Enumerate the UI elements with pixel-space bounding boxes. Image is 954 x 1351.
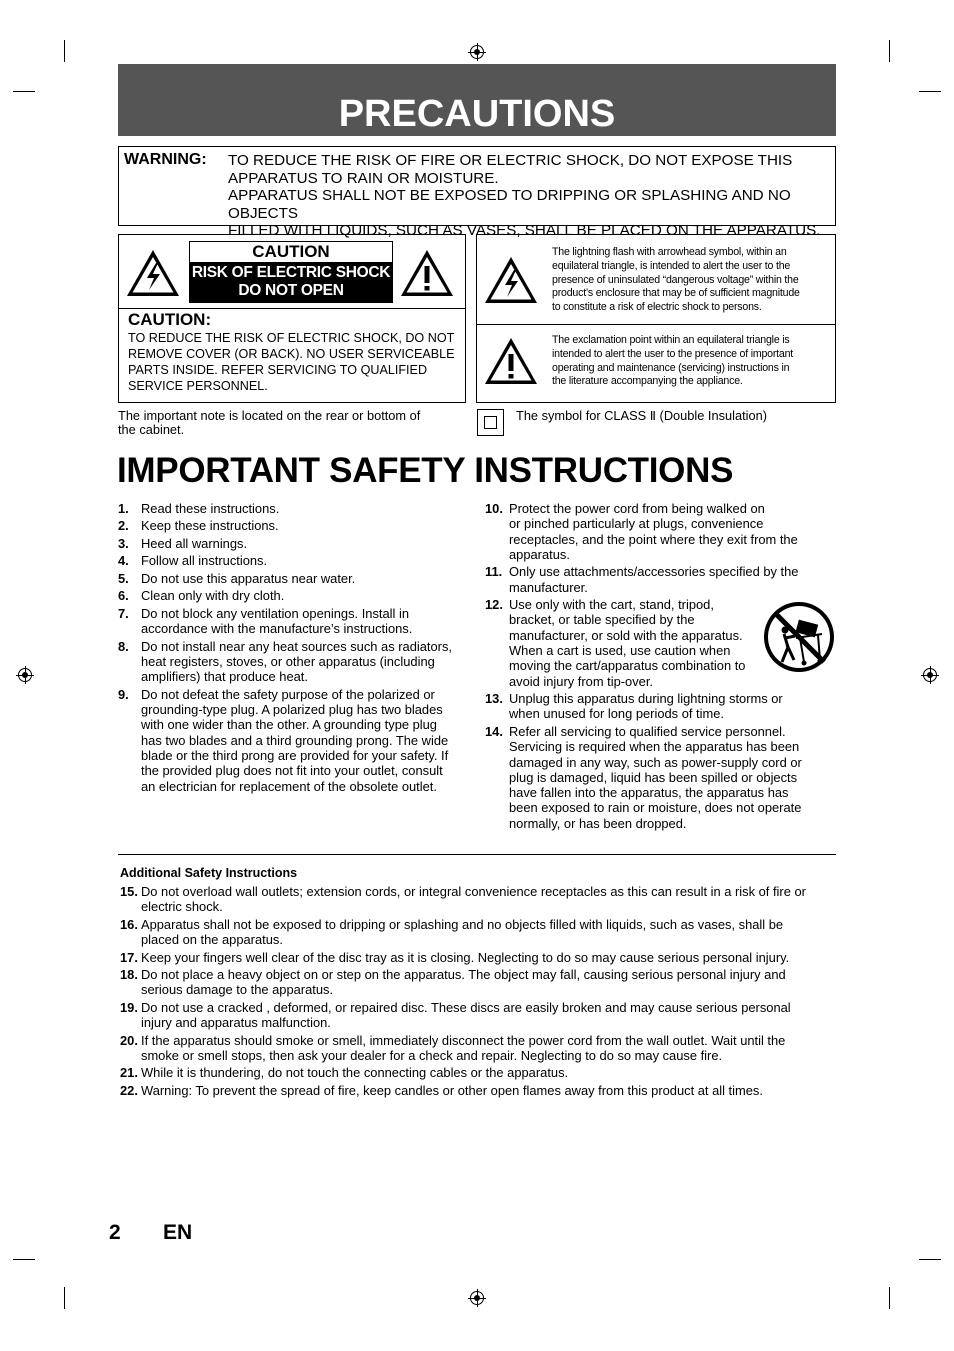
language-label: EN bbox=[163, 1221, 193, 1244]
caution-line: TO REDUCE THE RISK OF ELECTRIC SHOCK, DO NOT bbox=[128, 331, 455, 345]
list-item-number: 11. bbox=[485, 564, 503, 580]
list-item-line: amplifiers) that produce heat. bbox=[141, 669, 308, 685]
list-item-number: 12. bbox=[485, 597, 503, 613]
list-item-number: 13. bbox=[485, 691, 503, 707]
list-item-line: Read these instructions. bbox=[141, 501, 280, 516]
list-item bbox=[118, 571, 470, 586]
list-item-line: Servicing is required when the apparatus has been bbox=[509, 739, 800, 755]
registration-mark-icon bbox=[18, 668, 32, 682]
symbol-text-line: presence of uninsulated “dangerous voltage” within the bbox=[552, 273, 799, 286]
crop-mark bbox=[889, 1287, 890, 1309]
list-item bbox=[118, 588, 470, 603]
warning-line: FILLED WITH LIQUIDS, SUCH AS VASES, SHALL BE PLACED ON THE APPARATUS. bbox=[228, 222, 821, 239]
list-item bbox=[118, 606, 470, 637]
list-item-number: 7. bbox=[118, 605, 129, 621]
warning-box bbox=[118, 146, 836, 239]
caution-text bbox=[128, 330, 458, 394]
additional-list bbox=[120, 884, 836, 1100]
rear-note bbox=[118, 409, 463, 437]
list-item-line: Apparatus shall not be exposed to dripping or splashing and no objects filled with liquids, such as vases, shall be bbox=[141, 916, 784, 932]
list-item-line: Keep these instructions. bbox=[141, 518, 279, 534]
list-item-line: Clean only with dry cloth. bbox=[141, 588, 285, 604]
symbol-text-line: The lightning flash with arrowhead symbol, within an bbox=[552, 246, 787, 258]
additional-heading: Additional Safety Instructions bbox=[120, 866, 298, 880]
list-item-line: apparatus. bbox=[509, 546, 570, 562]
list-item-line: moving the cart/apparatus combination to bbox=[509, 658, 746, 674]
list-item-line: plug is damaged, liquid has been spilled or objects bbox=[509, 769, 798, 785]
caution-label-line: RISK OF ELECTRIC SHOCK bbox=[191, 264, 391, 281]
list-item-number: 10. bbox=[485, 501, 503, 516]
symbol-explanation-box bbox=[476, 234, 836, 403]
list-item bbox=[120, 1065, 836, 1080]
list-item-line: Protect the power cord from being walked on bbox=[509, 501, 765, 516]
list-item-number: 15. bbox=[120, 884, 138, 899]
list-item-line: Do not defeat the safety purpose of the polarized or bbox=[141, 686, 435, 702]
section-divider bbox=[118, 854, 836, 855]
page-number: 2 bbox=[109, 1221, 121, 1244]
list-item-line: Do not use a cracked , deformed, or repaired disc. These discs are easily broken and may cause serious personal bbox=[141, 999, 791, 1015]
list-item-line: been exposed to rain or moisture, does not operate bbox=[509, 800, 802, 816]
list-item bbox=[120, 967, 836, 998]
safety-list-left bbox=[118, 501, 470, 796]
list-item-line: placed on the apparatus. bbox=[141, 932, 283, 948]
list-item-line: manufacturer, or sold with the apparatus. bbox=[509, 627, 743, 643]
class2-note: The symbol for CLASS Ⅱ (Double Insulation) bbox=[516, 408, 767, 423]
crop-mark bbox=[64, 1287, 65, 1309]
list-item-line: electric shock. bbox=[141, 899, 223, 915]
list-item-number: 5. bbox=[118, 570, 129, 586]
list-item-line: Do not overload wall outlets; extension cords, or integral convenience receptacles as this can result in a risk of fire or bbox=[141, 884, 806, 899]
caution-line: REMOVE COVER (OR BACK). NO USER SERVICEABLE bbox=[128, 347, 455, 361]
list-item-number: 1. bbox=[118, 501, 129, 516]
exclamation-triangle-icon bbox=[483, 336, 539, 386]
symbol-text-line: operating and maintenance (servicing) instructions in bbox=[552, 361, 790, 374]
list-item bbox=[120, 884, 836, 915]
warning-line: APPARATUS TO RAIN OR MOISTURE. bbox=[228, 169, 499, 187]
exclamation-symbol-text bbox=[552, 334, 834, 389]
list-item-number: 3. bbox=[118, 535, 129, 551]
list-item-number: 8. bbox=[118, 638, 129, 654]
list-item-line: Do not block any ventilation openings. Install in bbox=[141, 605, 410, 621]
list-item-line: Follow all instructions. bbox=[141, 553, 268, 569]
list-item-number: 17. bbox=[120, 949, 138, 965]
list-item-line: smoke or smell stops, then ask your dealer for a check and repair. Neglecting to do so may cause fire. bbox=[141, 1047, 723, 1063]
safety-heading: IMPORTANT SAFETY INSTRUCTIONS bbox=[117, 451, 734, 490]
caution-label-line: DO NOT OPEN bbox=[238, 281, 344, 299]
list-item bbox=[118, 553, 470, 568]
crop-mark bbox=[13, 91, 35, 92]
list-item-line: Do not use this apparatus near water. bbox=[141, 570, 356, 586]
list-item bbox=[485, 691, 836, 722]
list-item-line: normally, or has been dropped. bbox=[509, 815, 687, 831]
list-item bbox=[120, 1083, 836, 1098]
list-item-line: bracket, or table specified by the bbox=[509, 612, 695, 628]
crop-mark bbox=[64, 40, 65, 62]
symbol-text-line: intended to alert the user to the presence of important bbox=[552, 347, 794, 360]
list-item-line: serious damage to the apparatus. bbox=[141, 982, 334, 998]
warning-text bbox=[228, 152, 834, 240]
rear-note-line: the cabinet. bbox=[118, 422, 185, 437]
list-item-number: 6. bbox=[118, 588, 129, 604]
list-item-line: injury and apparatus malfunction. bbox=[141, 1015, 331, 1031]
list-item-number: 16. bbox=[120, 916, 138, 932]
list-item-line: when unused for long periods of time. bbox=[509, 706, 724, 722]
symbol-text-line: The exclamation point within an equilateral triangle is bbox=[552, 334, 790, 346]
list-item-line: or pinched particularly at plugs, convenience bbox=[509, 516, 764, 532]
list-item bbox=[120, 1000, 836, 1031]
caution-line: PARTS INSIDE. REFER SERVICING TO QUALIFIED bbox=[128, 363, 428, 377]
list-item-number: 19. bbox=[120, 999, 138, 1015]
symbol-text-line: product’s enclosure that may be of sufficient magnitude bbox=[552, 287, 800, 300]
list-item bbox=[118, 518, 470, 533]
caution-label-shock bbox=[190, 262, 392, 302]
list-item bbox=[118, 639, 470, 685]
list-item bbox=[120, 950, 836, 965]
list-item-line: manufacturer. bbox=[509, 579, 588, 595]
list-item-number: 14. bbox=[485, 723, 503, 739]
lightning-symbol-text bbox=[552, 246, 834, 315]
crop-mark bbox=[919, 1259, 941, 1260]
lightning-triangle-icon bbox=[125, 248, 181, 298]
list-item bbox=[118, 501, 470, 516]
title-bar bbox=[118, 64, 836, 136]
lightning-triangle-icon bbox=[483, 255, 539, 305]
registration-mark-icon bbox=[470, 45, 484, 59]
list-item-line: receptacles, and the point where they exit from the bbox=[509, 531, 798, 547]
list-item-number: 21. bbox=[120, 1065, 138, 1081]
list-item-line: an electrician for replacement of the obsolete outlet. bbox=[141, 778, 437, 794]
list-item-line: accordance with the manufacture’s instructions. bbox=[141, 621, 413, 637]
list-item-line: Do not install near any heat sources such as radiators, bbox=[141, 638, 452, 654]
list-item-line: When a cart is used, use caution when bbox=[509, 643, 731, 659]
list-item bbox=[118, 536, 470, 551]
list-item-line: damaged in any way, such as power-supply cord or bbox=[509, 754, 802, 770]
list-item-line: heat registers, stoves, or other apparatus (including bbox=[141, 653, 435, 669]
warning-line: APPARATUS SHALL NOT BE EXPOSED TO DRIPPING OR SPLASHING AND NO OBJECTS bbox=[228, 187, 791, 222]
list-item-line: Warning: To prevent the spread of fire, keep candles or other open flames away from this product at all times. bbox=[141, 1082, 763, 1098]
list-item-line: blade or the third prong are provided for your safety. If bbox=[141, 747, 449, 763]
list-item bbox=[485, 501, 836, 562]
list-item bbox=[485, 564, 836, 595]
list-item-line: While it is thundering, do not touch the connecting cables or the apparatus. bbox=[141, 1065, 569, 1081]
list-item-line: If the apparatus should smoke or smell, immediately disconnect the power cord from the wall outlet. Wait until the bbox=[141, 1032, 786, 1048]
list-item bbox=[120, 1033, 836, 1064]
symbol-text-line: the literature accompanying the appliance. bbox=[552, 375, 743, 388]
list-item-line: Keep your fingers well clear of the disc tray as it is closing. Neglecting to do so may cause serious personal injury. bbox=[141, 949, 790, 965]
caution-label bbox=[189, 241, 393, 303]
cart-tipover-icon bbox=[760, 600, 838, 675]
list-item bbox=[485, 724, 836, 831]
list-item-line: avoid injury from tip-over. bbox=[509, 673, 653, 689]
list-item-line: the provided plug does not fit into your outlet, consult bbox=[141, 763, 443, 779]
caution-heading: CAUTION: bbox=[128, 310, 212, 329]
symbol-text-line: to constitute a risk of electric shock to persons. bbox=[552, 301, 762, 314]
crop-mark bbox=[919, 91, 941, 92]
list-item-number: 22. bbox=[120, 1082, 138, 1098]
exclamation-triangle-icon bbox=[399, 248, 455, 298]
list-item-line: grounding-type plug. A polarized plug has two blades bbox=[141, 702, 443, 718]
list-item bbox=[120, 917, 836, 948]
list-item-number: 2. bbox=[118, 518, 129, 534]
list-item-line: Refer all servicing to qualified service personnel. bbox=[509, 723, 786, 739]
list-item-line: have fallen into the apparatus, the apparatus has bbox=[509, 785, 789, 801]
symbol-divider bbox=[477, 324, 835, 325]
rear-note-line: The important note is located on the rear or bottom of bbox=[118, 408, 421, 423]
list-item-line: Do not place a heavy object on or step on the apparatus. The object may fall, causing serious personal injury and bbox=[141, 967, 786, 983]
list-item-line: has two blades and a third grounding prong. The wide bbox=[141, 732, 449, 748]
registration-mark-icon bbox=[923, 668, 937, 682]
list-item-line: with one wider than the other. A grounding type plug bbox=[141, 717, 437, 733]
page-title: PRECAUTIONS bbox=[338, 93, 616, 135]
double-insulation-icon bbox=[477, 409, 504, 436]
list-item-line: Only use attachments/accessories specified by the bbox=[509, 564, 799, 580]
list-item-line: Use only with the cart, stand, tripod, bbox=[509, 597, 714, 613]
list-item-line: Unplug this apparatus during lightning storms or bbox=[509, 691, 783, 707]
caution-label-area bbox=[119, 235, 465, 309]
list-item-line: Heed all warnings. bbox=[141, 535, 248, 551]
caution-label-title: CAUTION bbox=[252, 242, 330, 261]
list-item-number: 20. bbox=[120, 1032, 138, 1048]
registration-mark-icon bbox=[470, 1291, 484, 1305]
list-item-number: 4. bbox=[118, 553, 129, 569]
warning-label: WARNING: bbox=[124, 151, 207, 168]
crop-mark bbox=[13, 1259, 35, 1260]
list-item-number: 9. bbox=[118, 686, 129, 702]
warning-line: TO REDUCE THE RISK OF FIRE OR ELECTRIC SHOCK, DO NOT EXPOSE THIS bbox=[228, 152, 793, 169]
symbol-text-line: equilateral triangle, is intended to alert the user to the bbox=[552, 259, 791, 272]
list-item bbox=[118, 687, 470, 794]
caution-line: SERVICE PERSONNEL. bbox=[128, 379, 268, 393]
crop-mark bbox=[889, 40, 890, 62]
caution-box bbox=[118, 234, 466, 403]
list-item-number: 18. bbox=[120, 967, 138, 983]
